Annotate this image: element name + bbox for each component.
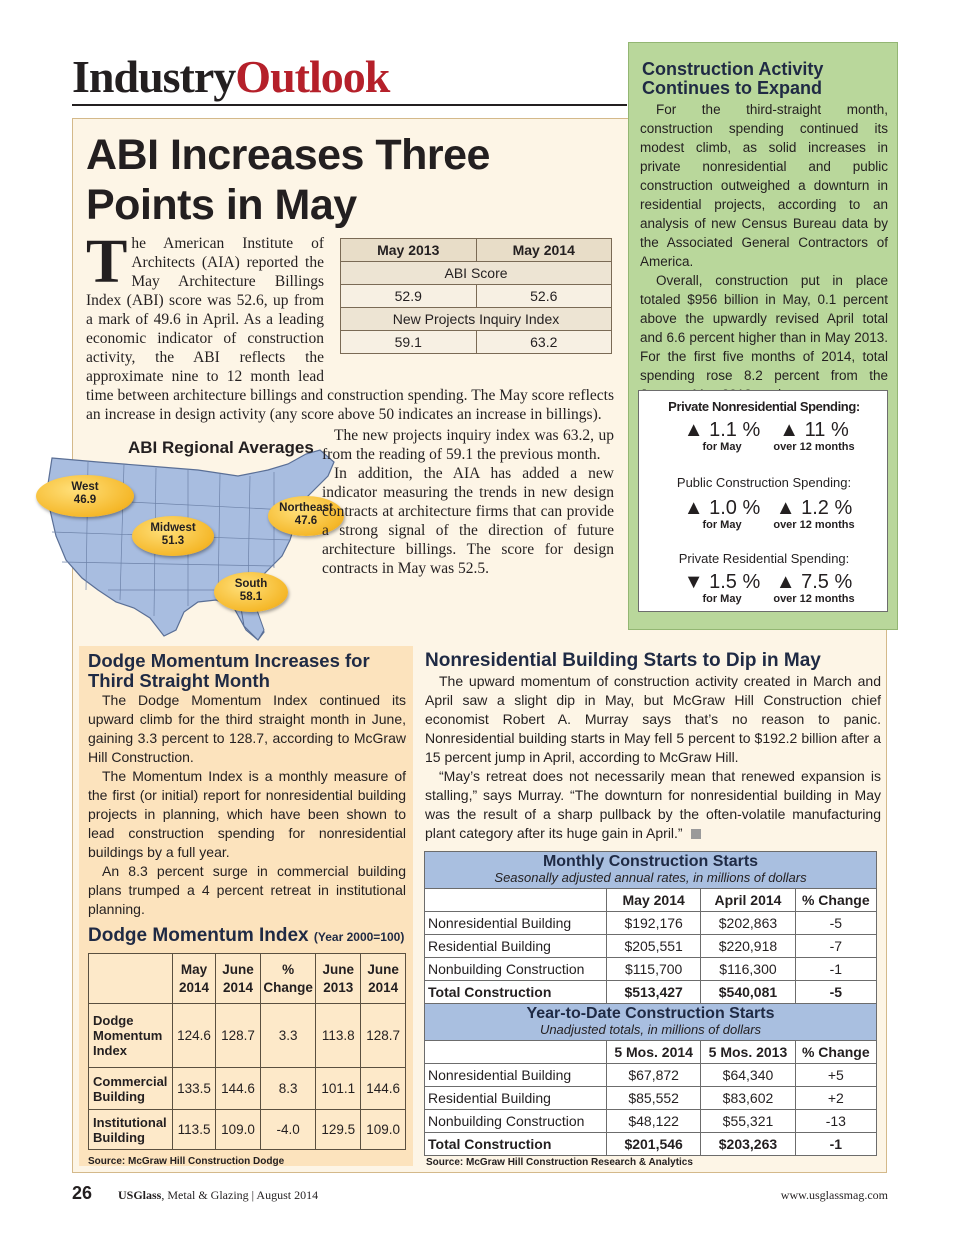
ytd-cell: +5 — [795, 1064, 876, 1087]
website-url: www.usglassmag.com — [780, 1188, 888, 1202]
table-row — [89, 1110, 406, 1150]
abi-cell: 52.6 — [476, 285, 612, 308]
ytd-cell: $67,872 — [607, 1064, 701, 1087]
up-arrow-icon: ▲ — [683, 419, 704, 441]
monthly-cell: -5 — [795, 912, 876, 935]
spending-value: 1.2 % — [801, 497, 853, 519]
monthly-row-label: Residential Building — [425, 935, 607, 958]
monthly-row-label: Nonbuilding Construction — [425, 958, 607, 981]
dmi-row-label: Commercial Building — [89, 1068, 173, 1110]
up-arrow-icon: ▲ — [779, 419, 800, 441]
dmi-cell: -4.0 — [260, 1110, 316, 1150]
dodge-momentum-table — [88, 953, 406, 1150]
dmi-header: May 2014 — [173, 954, 216, 1004]
spending-heading: Private Nonresidential Spending: — [668, 399, 860, 414]
down-arrow-icon: ▼ — [683, 571, 704, 593]
ytd-cell: $48,122 — [607, 1110, 701, 1133]
spending-label: for May — [702, 519, 742, 531]
construction-starts-table — [424, 851, 877, 1156]
region-name: South — [234, 578, 268, 590]
monthly-cell: $115,700 — [607, 958, 701, 981]
dmi-cell: 144.6 — [361, 1068, 406, 1110]
nonres-quote: “May’s retreat does not necessarily mean that renewed expansion is stalling,” says Murray. “The downturn for nonresidential building in May was the result of a sharp pullback by the often-volatile manufacturing plant category after its huge gain in April.” — [425, 768, 881, 841]
ytd-header: 5 Mos. 2013 — [701, 1041, 795, 1064]
col2-paragraph: The new projects inquiry index was 63.2, up from the reading of 59.1 the previous month. — [322, 427, 614, 463]
dmi-row-label: Dodge Momentum Index — [89, 1004, 173, 1068]
table-row — [89, 1004, 406, 1068]
ytd-cell: $203,263 — [701, 1133, 795, 1156]
map-title: ABI Regional Averages — [128, 438, 314, 457]
spending-value: 11 % — [804, 419, 849, 441]
starts-source: Source: McGraw Hill Construction Research & Analytics — [426, 1157, 693, 1168]
monthly-cell: $202,863 — [701, 912, 795, 935]
table-row — [425, 1133, 877, 1156]
dodge-title: Dodge Momentum Increases for Third Straight Month — [88, 650, 370, 691]
table-row — [425, 1064, 877, 1087]
abi-cell: 52.9 — [341, 285, 477, 308]
monthly-title: Monthly Construction Starts — [542, 853, 759, 870]
up-arrow-icon: ▲ — [775, 497, 796, 519]
spending-cell — [759, 571, 869, 606]
inquiry-row-label: New Projects Inquiry Index — [341, 308, 612, 331]
issue-date: August 2014 — [256, 1188, 319, 1202]
ytd-row-label: Total Construction — [425, 1133, 607, 1156]
region-bubble-south — [214, 572, 288, 612]
pub-name-bold: USGlass — [118, 1188, 162, 1202]
monthly-cell: $220,918 — [701, 935, 795, 958]
dmi-cell: 129.5 — [316, 1110, 361, 1150]
dmi-corner — [89, 954, 173, 1004]
region-name: Midwest — [150, 522, 196, 534]
inquiry-cell: 63.2 — [476, 331, 612, 354]
spending-value: 7.5 % — [801, 571, 853, 593]
publication-line: USGlass, Metal & Glazing | August 2014 — [118, 1188, 319, 1202]
dodge-paragraph: The Momentum Index is a monthly measure of the first (or initial) report for nonresidential building projects in planning, which have been shown to lead construction spending for nonresidential buildings by a full year. — [88, 768, 406, 860]
region-value: 46.9 — [73, 494, 97, 506]
dmi-title-note: (Year 2000=100) — [313, 930, 405, 944]
drop-cap: T — [86, 228, 128, 296]
ytd-band — [425, 1004, 877, 1041]
dmi-header: June 2013 — [316, 954, 361, 1004]
dmi-cell: 3.3 — [260, 1004, 316, 1068]
article-headline: ABI Increases Three Points in May — [86, 131, 490, 229]
dmi-row-label: Institutional Building — [89, 1110, 173, 1150]
up-arrow-icon: ▲ — [775, 571, 796, 593]
ytd-cell: $201,546 — [607, 1133, 701, 1156]
dmi-cell: 109.0 — [216, 1110, 261, 1150]
region-value: 51.3 — [161, 535, 185, 547]
table-row — [89, 1068, 406, 1110]
spending-label: for May — [702, 441, 742, 453]
dmi-cell: 113.5 — [173, 1110, 216, 1150]
ytd-subtitle: Unadjusted totals, in millions of dollars — [539, 1022, 762, 1037]
dmi-header: June 2014 — [361, 954, 406, 1004]
ytd-cell: $55,321 — [701, 1110, 795, 1133]
ytd-cell: -13 — [795, 1110, 876, 1133]
table-row — [425, 1087, 877, 1110]
ytd-title: Year-to-Date Construction Starts — [526, 1005, 775, 1022]
magazine-section-logo — [72, 51, 390, 102]
ytd-row-label: Nonbuilding Construction — [425, 1110, 607, 1133]
ytd-row-label: Residential Building — [425, 1087, 607, 1110]
table-row — [425, 912, 877, 935]
dmi-cell: 113.8 — [316, 1004, 361, 1068]
dmi-header: June 2014 — [216, 954, 261, 1004]
table-row — [425, 958, 877, 981]
inquiry-cell: 59.1 — [341, 331, 477, 354]
ytd-header: % Change — [795, 1041, 876, 1064]
end-mark-icon — [691, 829, 701, 839]
region-value: 47.6 — [294, 515, 318, 527]
monthly-band — [425, 852, 877, 889]
ytd-cell: +2 — [795, 1087, 876, 1110]
monthly-corner — [425, 889, 607, 912]
nonres-title: Nonresidential Building Starts to Dip in May — [425, 650, 821, 671]
table-row — [425, 981, 877, 1004]
monthly-row-label: Total Construction — [425, 981, 607, 1004]
dmi-cell: 133.5 — [173, 1068, 216, 1110]
spending-summary-box — [638, 390, 888, 612]
pub-name-rest: , Metal & Glazing — [161, 1188, 249, 1202]
dmi-cell: 128.7 — [216, 1004, 261, 1068]
dmi-cell: 101.1 — [316, 1068, 361, 1110]
sidebar-text — [640, 100, 888, 404]
abi-score-table — [340, 238, 612, 354]
abi-col-may2014: May 2014 — [476, 239, 612, 262]
dodge-paragraph: The Dodge Momentum Index continued its upward climb for the third straight month in June, gaining 3.3 percent to 128.7, according to McGraw Hill Construction. — [88, 692, 406, 765]
region-bubble-west — [36, 475, 134, 517]
monthly-header: May 2014 — [607, 889, 701, 912]
monthly-cell: $540,081 — [701, 981, 795, 1004]
spending-value: 1.5 % — [709, 571, 761, 593]
monthly-cell: -5 — [795, 981, 876, 1004]
sidebar-paragraph: For the third-straight month, construction spending continued its modest climb, as solid increases in private nonresidential and public construction outweighed a downturn in residential projects, according to an analysis of new Census Bureau data by the Associated General Contractors of America. — [640, 102, 888, 269]
brand-rule — [72, 104, 627, 106]
spending-heading: Public Construction Spending: — [676, 475, 852, 490]
region-name: West — [71, 481, 99, 493]
nonres-paragraph: The upward momentum of construction activity created in March and April saw a slight dip in May, but McGraw Hill Construction chief economist Robert A. Murray says that’s no reason to panic. Nonresidential building starts in May fell 5 percent to $192.2 billion after a 15 percent jump in April, according to McGraw Hill. — [425, 673, 881, 765]
page-number: 26 — [72, 1183, 93, 1203]
spending-label: over 12 months — [773, 519, 855, 531]
spending-cell — [759, 497, 869, 532]
dmi-cell: 109.0 — [361, 1110, 406, 1150]
spending-value: 1.0 % — [709, 497, 761, 519]
spending-label: for May — [702, 593, 742, 605]
spending-heading: Private Residential Spending: — [678, 551, 850, 566]
sidebar-paragraph: Overall, construction put in place totaled $956 billion in May, 0.1 percent above the upwardly revised April total and 6.6 percent higher than in May 2013. For the first five months of 2014, total spending rose 8.2 percent from the — [640, 273, 888, 383]
dodge-text — [88, 691, 406, 919]
spending-cell — [759, 419, 869, 454]
region-value: 58.1 — [239, 591, 263, 603]
sidebar-title: Construction Activity Continues to Expand — [642, 59, 824, 98]
dmi-cell: 8.3 — [260, 1068, 316, 1110]
dmi-cell: 128.7 — [361, 1004, 406, 1068]
monthly-cell: $192,176 — [607, 912, 701, 935]
ytd-row-label: Nonresidential Building — [425, 1064, 607, 1087]
monthly-cell: -7 — [795, 935, 876, 958]
spending-label: over 12 months — [773, 441, 855, 453]
region-bubble-midwest — [132, 516, 214, 556]
nonres-text — [425, 672, 881, 843]
monthly-subtitle: Seasonally adjusted annual rates, in millions of dollars — [494, 870, 807, 885]
abi-row-label: ABI Score — [341, 262, 612, 285]
ytd-cell: $85,552 — [607, 1087, 701, 1110]
ytd-header: 5 Mos. 2014 — [607, 1041, 701, 1064]
spending-value: 1.1 % — [709, 419, 761, 441]
monthly-cell: $116,300 — [701, 958, 795, 981]
dmi-cell: 124.6 — [173, 1004, 216, 1068]
monthly-header: April 2014 — [701, 889, 795, 912]
ytd-cell: -1 — [795, 1133, 876, 1156]
up-arrow-icon: ▲ — [683, 497, 704, 519]
dmi-header: % Change — [260, 954, 316, 1004]
dmi-cell: 144.6 — [216, 1068, 261, 1110]
ytd-cell: $83,602 — [701, 1087, 795, 1110]
monthly-cell: $513,427 — [607, 981, 701, 1004]
monthly-header: % Change — [795, 889, 876, 912]
brand-part1: Industry — [72, 51, 236, 102]
brand-part2: Outlook — [235, 51, 390, 102]
intro-paragraph: he American Institute of Architects (AIA) reported the May Architecture Billings Index (ABI) score was 52.6, up from a mark of 49.6 in April. As a leading economic indicator of construction activity, the ABI reflects the approximate nine to 12 month lead time between architecture billings and construction spending. The May score reflects an increase in design activity (any score above 50 indicates an increase in billings). — [86, 235, 614, 423]
region-name: Northeast — [279, 502, 333, 514]
table-row — [425, 935, 877, 958]
monthly-cell: $205,551 — [607, 935, 701, 958]
spending-label: over 12 months — [773, 593, 855, 605]
dodge-source: Source: McGraw Hill Construction Dodge — [88, 1156, 285, 1167]
monthly-row-label: Nonresidential Building — [425, 912, 607, 935]
abi-column-two — [322, 426, 614, 578]
col2-paragraph: In addition, the AIA has added a new indicator measuring the trends in new design contracts at architecture firms that can provide a strong signal of the direction of future architecture billings. The score for design contracts in May was 52.5. — [322, 465, 614, 577]
ytd-corner — [425, 1041, 607, 1064]
monthly-cell: -1 — [795, 958, 876, 981]
dmi-title-text: Dodge Momentum Index — [88, 925, 309, 946]
abi-col-may2013: May 2013 — [341, 239, 477, 262]
dmi-table-title — [88, 925, 408, 947]
table-row — [425, 1110, 877, 1133]
nonres-paragraph-2 — [425, 767, 881, 843]
dodge-paragraph: An 8.3 percent surge in commercial building plans trumped a 4 percent retreat in institutional planning. — [88, 863, 406, 917]
ytd-cell: $64,340 — [701, 1064, 795, 1087]
